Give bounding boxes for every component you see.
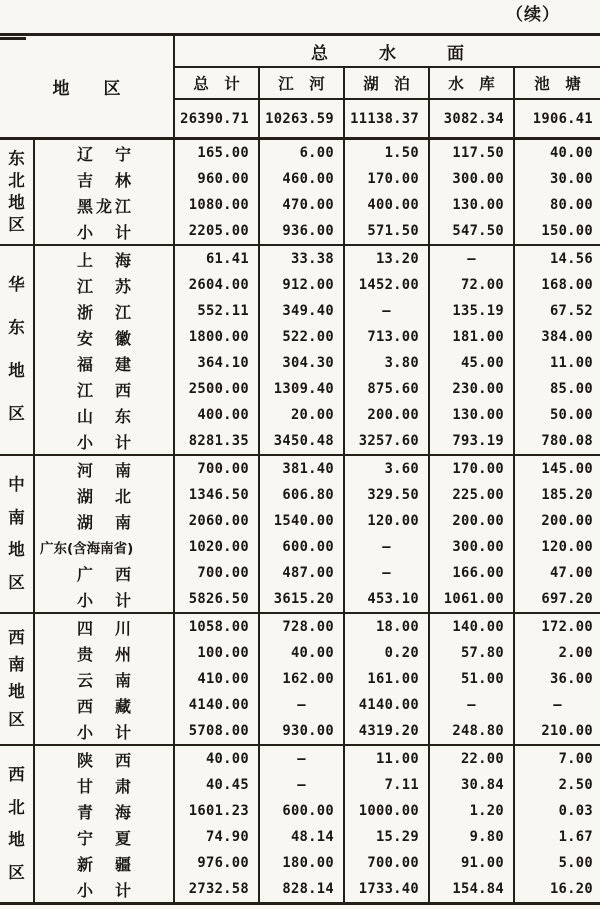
value-cell: 793.19 [430, 428, 515, 454]
value-cell: 72.00 [430, 272, 515, 298]
region-group [0, 140, 600, 246]
value-cell: 1000.00 [345, 798, 430, 824]
value-cell: 200.00 [345, 402, 430, 428]
value-cell: 4140.00 [345, 692, 430, 718]
value-cell: 700.00 [345, 850, 430, 876]
value-cell: 1800.00 [175, 324, 260, 350]
region-label [0, 456, 35, 612]
value-cell: 460.00 [260, 166, 345, 192]
region-label-char: 西 [8, 627, 25, 647]
province-name: 上 海 [35, 246, 175, 272]
value-cell: 200.00 [430, 508, 515, 534]
value-cell: 552.11 [175, 298, 260, 324]
value-cell: 16.20 [549, 881, 593, 897]
value-cell: 120.00 [345, 508, 430, 534]
value-cell: 3615.20 [260, 586, 345, 612]
value-cell: 140.00 [430, 614, 515, 640]
value-cell: 936.00 [260, 218, 345, 244]
province-name: 江 苏 [35, 272, 175, 298]
value-cell: 1733.40 [345, 876, 430, 902]
table-row [35, 166, 600, 192]
value-cell: 185.20 [541, 487, 593, 503]
province-name: 湖 南 [35, 508, 175, 534]
value-cell: 976.00 [175, 850, 260, 876]
value-cell: 780.08 [541, 433, 593, 449]
value-cell: 48.14 [260, 824, 345, 850]
value-cell: 117.50 [430, 140, 515, 166]
value-cell: 168.00 [541, 277, 593, 293]
value-cell: 30.00 [549, 171, 593, 187]
region-label-char: 北 [8, 170, 25, 190]
table-row [35, 376, 600, 402]
value-cell: 1080.00 [175, 192, 260, 218]
value-cell: 120.00 [541, 539, 593, 555]
value-cell: 7.00 [558, 751, 593, 767]
value-cell: 248.80 [430, 718, 515, 744]
province-name: 小 计 [35, 428, 175, 454]
province-name: 河 南 [35, 456, 175, 482]
value-cell: 2.50 [558, 777, 593, 793]
value-cell: 3.60 [345, 456, 430, 482]
column-header-reservoirs: 水 库 [430, 68, 515, 98]
value-cell: 36.00 [549, 671, 593, 687]
table-row [35, 586, 600, 612]
value-cell: — [260, 746, 345, 772]
table-row [35, 482, 600, 508]
region-label-char: 西 [8, 765, 25, 784]
value-cell: 11.00 [345, 746, 430, 772]
value-cell: 828.14 [260, 876, 345, 902]
column-header-ponds: 池 塘 [534, 75, 581, 93]
table-row [35, 798, 600, 824]
table-row [35, 876, 600, 902]
value-cell: 165.00 [175, 140, 260, 166]
table-row [35, 192, 600, 218]
value-cell: 697.20 [541, 591, 593, 607]
value-cell: 230.00 [430, 376, 515, 402]
province-name: 安 徽 [35, 324, 175, 350]
value-cell: 181.00 [430, 324, 515, 350]
region-label-char: 区 [8, 862, 25, 882]
region-rows [35, 246, 600, 454]
region-label-char: 地 [8, 192, 25, 212]
value-cell: 67.52 [549, 303, 593, 319]
value-cell: — [345, 560, 430, 586]
value-cell: 51.00 [430, 666, 515, 692]
value-cell: 135.19 [430, 298, 515, 324]
value-cell: 606.80 [260, 482, 345, 508]
value-cell: 5826.50 [175, 586, 260, 612]
table-row [35, 850, 600, 876]
table-row [35, 350, 600, 376]
value-cell: — [430, 246, 515, 272]
province-name: 广 西 [35, 560, 175, 586]
value-cell: 170.00 [345, 166, 430, 192]
value-cell: 384.00 [541, 329, 593, 345]
table-row [35, 718, 600, 744]
value-cell: 300.00 [430, 534, 515, 560]
province-name: 黑龙江 [35, 192, 175, 218]
value-cell: 1.67 [558, 829, 593, 845]
value-cell: 2604.00 [175, 272, 260, 298]
value-cell: 225.00 [430, 482, 515, 508]
value-cell: 700.00 [175, 456, 260, 482]
region-label-char: 区 [8, 214, 25, 234]
value-cell: 80.00 [549, 197, 593, 213]
value-cell: 130.00 [430, 192, 515, 218]
value-cell: 930.00 [260, 718, 345, 744]
region-group [0, 456, 600, 614]
table-row [35, 534, 600, 560]
province-name: 陕 西 [35, 746, 175, 772]
province-name: 浙 江 [35, 298, 175, 324]
value-cell: 9.80 [430, 824, 515, 850]
value-cell: 85.00 [549, 381, 593, 397]
value-cell: 45.00 [430, 350, 515, 376]
value-cell: 18.00 [345, 614, 430, 640]
value-cell: 0.20 [345, 640, 430, 666]
table-row [35, 218, 600, 244]
value-cell: 20.00 [260, 402, 345, 428]
table-row [35, 402, 600, 428]
region-column-header: 地 区 [0, 36, 175, 137]
province-name: 小 计 [35, 586, 175, 612]
province-name: 广东(含海南省) [35, 534, 175, 560]
region-label [0, 614, 35, 744]
region-rows [35, 746, 600, 902]
water-surface-table [0, 33, 600, 905]
value-cell: 364.10 [175, 350, 260, 376]
table-header [0, 33, 600, 140]
region-label-char: 东 [8, 148, 25, 168]
table-row [35, 692, 600, 718]
table-row [35, 272, 600, 298]
table-row [35, 666, 600, 692]
value-cell: 3.80 [345, 350, 430, 376]
value-cell: 912.00 [260, 272, 345, 298]
value-cell: 2500.00 [175, 376, 260, 402]
province-name: 小 计 [35, 876, 175, 902]
table-row [35, 824, 600, 850]
value-cell: 200.00 [541, 513, 593, 529]
value-cell: 381.40 [260, 456, 345, 482]
value-cell: 210.00 [541, 723, 593, 739]
table-row [35, 746, 600, 772]
value-cell: 453.10 [345, 586, 430, 612]
province-name: 小 计 [35, 218, 175, 244]
table-row [35, 640, 600, 666]
grand-total-cell: 1906.41 [532, 110, 593, 127]
province-name: 甘 肃 [35, 772, 175, 798]
table-row [35, 140, 600, 166]
province-name: 湖 北 [35, 482, 175, 508]
value-cell: 4140.00 [175, 692, 260, 718]
region-group [0, 746, 600, 902]
value-cell: 2.00 [558, 645, 593, 661]
value-cell: 30.84 [430, 772, 515, 798]
value-cell: 14.56 [549, 251, 593, 267]
value-cell: 6.00 [260, 140, 345, 166]
region-label [0, 140, 35, 244]
value-cell: 4319.20 [345, 718, 430, 744]
value-cell: 172.00 [541, 619, 593, 635]
value-cell: 400.00 [345, 192, 430, 218]
value-cell: 154.84 [430, 876, 515, 902]
value-cell: 50.00 [549, 407, 593, 423]
value-cell: 600.00 [260, 798, 345, 824]
value-cell: 15.29 [345, 824, 430, 850]
table-row [35, 560, 600, 586]
province-name: 辽 宁 [35, 140, 175, 166]
value-cell: 13.20 [345, 246, 430, 272]
header-right-section [175, 36, 600, 137]
province-name: 宁 夏 [35, 824, 175, 850]
value-cell: 40.00 [260, 640, 345, 666]
province-name: 小 计 [35, 718, 175, 744]
region-label-char: 北 [8, 797, 25, 817]
value-cell: 57.80 [430, 640, 515, 666]
region-label-char: 华 [8, 275, 25, 295]
value-cell: 166.00 [430, 560, 515, 586]
region-label-char: 南 [8, 507, 25, 527]
value-cell: 40.45 [175, 772, 260, 798]
value-cell: 8281.35 [175, 428, 260, 454]
value-cell: 304.30 [260, 350, 345, 376]
value-cell: 571.50 [345, 218, 430, 244]
value-cell: 700.00 [175, 560, 260, 586]
value-cell: 3257.60 [345, 428, 430, 454]
total-water-surface-header: 总 水 面 [175, 36, 600, 68]
province-name: 四 川 [35, 614, 175, 640]
province-name: 贵 州 [35, 640, 175, 666]
table-row [35, 456, 600, 482]
value-cell: 2060.00 [175, 508, 260, 534]
value-cell: 5.00 [558, 855, 593, 871]
value-cell: 875.60 [345, 376, 430, 402]
value-cell: 150.00 [541, 223, 593, 239]
value-cell: 1309.40 [260, 376, 345, 402]
province-name: 山 东 [35, 402, 175, 428]
value-cell: 130.00 [430, 402, 515, 428]
region-label-char: 区 [8, 404, 25, 424]
value-cell: 400.00 [175, 402, 260, 428]
region-label-char: 区 [8, 572, 25, 592]
grand-total-cell: 10263.59 [260, 100, 345, 137]
value-cell: 349.40 [260, 298, 345, 324]
value-cell: 40.00 [549, 145, 593, 161]
province-name: 西 藏 [35, 692, 175, 718]
value-cell: 1601.23 [175, 798, 260, 824]
value-cell: 2205.00 [175, 218, 260, 244]
table-row [35, 324, 600, 350]
value-cell: 91.00 [430, 850, 515, 876]
column-headers-row [175, 68, 600, 100]
value-cell: 162.00 [260, 666, 345, 692]
region-label-char: 中 [8, 475, 25, 494]
value-cell: 1058.00 [175, 614, 260, 640]
table-row [35, 428, 600, 454]
value-cell: 547.50 [430, 218, 515, 244]
region-label-char: 地 [8, 361, 25, 381]
region-label-char: 南 [8, 655, 25, 675]
value-cell: 3450.48 [260, 428, 345, 454]
region-group [0, 614, 600, 746]
value-cell: 1.20 [430, 798, 515, 824]
value-cell: 728.00 [260, 614, 345, 640]
region-label-char: 地 [8, 682, 25, 702]
table-row [35, 772, 600, 798]
region-label [0, 746, 35, 902]
grand-total-cell: 26390.71 [175, 100, 260, 137]
region-label-char: 区 [8, 709, 25, 729]
value-cell: 470.00 [260, 192, 345, 218]
grand-total-cell: 11138.37 [345, 100, 430, 137]
province-name: 福 建 [35, 350, 175, 376]
value-cell: 47.00 [549, 565, 593, 581]
province-name: 云 南 [35, 666, 175, 692]
region-rows [35, 456, 600, 612]
value-cell: 300.00 [430, 166, 515, 192]
value-cell: 0.03 [558, 803, 593, 819]
continuation-mark: （续） [506, 5, 560, 25]
value-cell: 1346.50 [175, 482, 260, 508]
value-cell: 329.50 [345, 482, 430, 508]
value-cell: — [553, 697, 562, 713]
grand-total-cell: 3082.34 [430, 100, 515, 137]
value-cell: 1020.00 [175, 534, 260, 560]
value-cell: 33.38 [260, 246, 345, 272]
value-cell: 5708.00 [175, 718, 260, 744]
table-row [35, 246, 600, 272]
value-cell: 7.11 [345, 772, 430, 798]
value-cell: — [260, 692, 345, 718]
region-rows [35, 140, 600, 244]
scan-artifact-dash [0, 37, 26, 40]
column-header-rivers: 江 河 [260, 68, 345, 98]
value-cell: 11.00 [549, 355, 593, 371]
value-cell: 522.00 [260, 324, 345, 350]
province-name: 吉 林 [35, 166, 175, 192]
value-cell: — [430, 692, 515, 718]
value-cell: 180.00 [260, 850, 345, 876]
value-cell: 61.41 [175, 246, 260, 272]
value-cell: 161.00 [345, 666, 430, 692]
value-cell: 713.00 [345, 324, 430, 350]
value-cell: 74.90 [175, 824, 260, 850]
region-label [0, 246, 35, 454]
value-cell: 1061.00 [430, 586, 515, 612]
province-name: 青 海 [35, 798, 175, 824]
province-name: 新 疆 [35, 850, 175, 876]
value-cell: 40.00 [175, 746, 260, 772]
value-cell: 960.00 [175, 166, 260, 192]
value-cell: 1.50 [345, 140, 430, 166]
column-header-total: 总 计 [175, 68, 260, 98]
region-label-char: 地 [8, 540, 25, 559]
value-cell: 410.00 [175, 666, 260, 692]
value-cell: 1452.00 [345, 272, 430, 298]
region-label-char: 东 [8, 318, 25, 338]
region-rows [35, 614, 600, 744]
grand-totals-row [175, 100, 600, 137]
table-row [35, 508, 600, 534]
table-body [0, 140, 600, 905]
table-row [35, 614, 600, 640]
value-cell: — [345, 534, 430, 560]
value-cell: — [260, 772, 345, 798]
value-cell: 145.00 [541, 461, 593, 477]
value-cell: 487.00 [260, 560, 345, 586]
value-cell: 600.00 [260, 534, 345, 560]
value-cell: — [345, 298, 430, 324]
region-label-char: 地 [8, 830, 25, 849]
value-cell: 170.00 [430, 456, 515, 482]
value-cell: 22.00 [430, 746, 515, 772]
table-row [35, 298, 600, 324]
region-group [0, 246, 600, 456]
province-name: 江 西 [35, 376, 175, 402]
value-cell: 100.00 [175, 640, 260, 666]
value-cell: 2732.58 [175, 876, 260, 902]
column-header-lakes: 湖 泊 [345, 68, 430, 98]
value-cell: 1540.00 [260, 508, 345, 534]
